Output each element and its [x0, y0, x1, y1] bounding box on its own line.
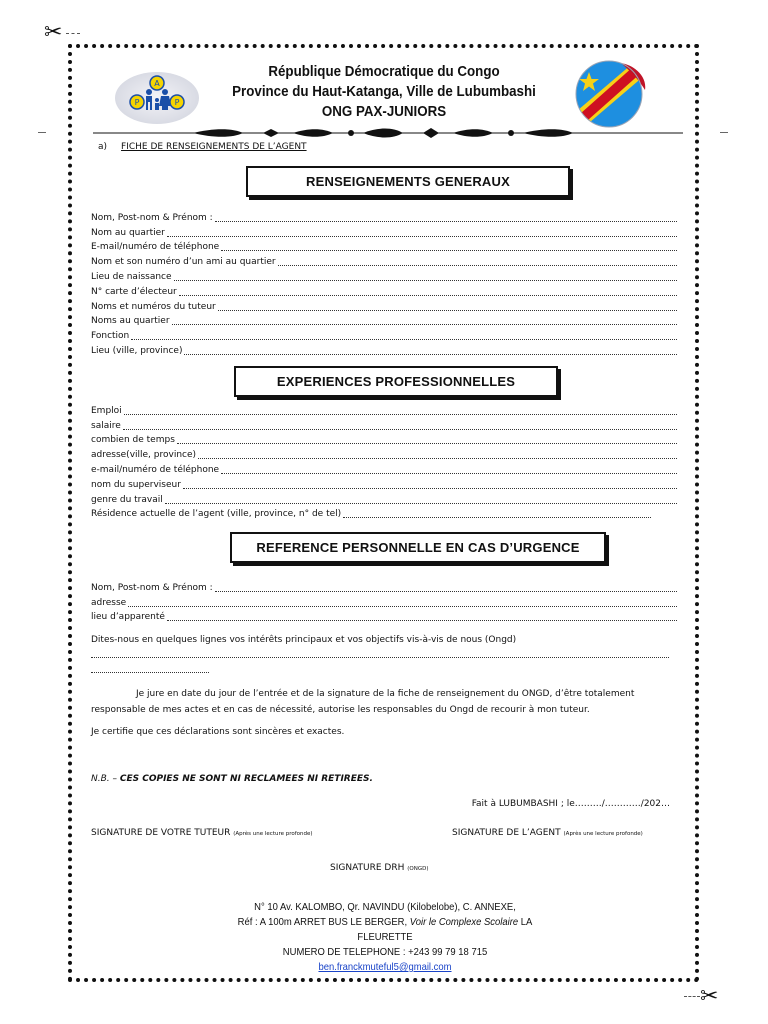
nb-note: N.B. – CES COPIES NE SONT NI RECLAMEES NI RETIREES. [91, 774, 373, 784]
fold-mark [720, 132, 728, 133]
fill-line[interactable] [343, 517, 651, 518]
form-field[interactable]: combien de temps [91, 432, 677, 447]
fill-line[interactable] [183, 488, 677, 489]
fill-line[interactable] [221, 473, 677, 474]
form-field[interactable]: Lieu (ville, province) [91, 342, 677, 357]
form-field[interactable]: Nom au quartier [91, 224, 677, 239]
interests-fill-line[interactable] [91, 672, 209, 673]
form-field[interactable]: adresse [91, 594, 677, 609]
interests-fill-line[interactable] [91, 657, 669, 658]
fill-line[interactable] [177, 443, 677, 444]
ornamental-divider [93, 127, 683, 139]
cut-trail [684, 996, 700, 997]
svg-text:P: P [174, 98, 180, 107]
interests-prompt: Dites-nous en quelques lignes vos intérêts principaux et vos objectifs vis-à-vis de nous (Ongd) [91, 635, 517, 645]
form-field[interactable]: E-mail/numéro de téléphone [91, 239, 677, 254]
fill-line[interactable] [172, 324, 677, 325]
cut-trail [66, 33, 80, 34]
experience-fields [91, 402, 677, 520]
form-field[interactable]: Noms au quartier [91, 313, 677, 328]
letterhead [215, 62, 554, 122]
family-icon [115, 72, 199, 124]
fill-line[interactable] [221, 250, 677, 251]
footer-address: N° 10 Av. KALOMBO, Qr. NAVINDU (Kilobelobe), C. ANNEXE, [254, 901, 516, 913]
form-field[interactable]: lieu d’apparenté [91, 609, 677, 624]
form-field[interactable]: e-mail/numéro de téléphone [91, 461, 677, 476]
fill-line[interactable] [278, 265, 677, 266]
fill-line[interactable] [218, 310, 677, 311]
header-org: ONG PAX-JUNIORS [321, 104, 447, 120]
general-info-heading: RENSEIGNEMENTS GENERAUX [246, 166, 570, 197]
form-field[interactable]: Nom, Post-nom & Prénom : [91, 209, 677, 224]
svg-text:A: A [154, 79, 160, 88]
form-field[interactable]: nom du superviseur [91, 476, 677, 491]
place-date-line: Fait à LUBUMBASHI ; le………/…………/202… [471, 799, 670, 809]
fill-line[interactable] [179, 295, 677, 296]
header-province: Province du Haut-Katanga, Ville de Lubumbashi [232, 84, 536, 100]
fill-line[interactable] [131, 339, 677, 340]
form-field[interactable]: salaire [91, 417, 677, 432]
form-field[interactable]: Nom et son numéro d’un ami au quartier [91, 253, 677, 268]
form-field[interactable]: Résidence actuelle de l’agent (ville, province, n° de tel) [91, 506, 651, 521]
form-title: FICHE DE RENSEIGNEMENTS DE L’AGENT [121, 142, 307, 152]
footer-contact [210, 900, 561, 975]
fill-line[interactable] [128, 606, 677, 607]
general-info-fields [91, 209, 677, 357]
header-country: République Démocratique du Congo [268, 64, 500, 80]
fill-line[interactable] [215, 591, 677, 592]
guardian-signature-label: SIGNATURE DE VOTRE TUTEUR (Après une lecture profonde) [91, 828, 313, 838]
certification-statement: Je certifie que ces déclarations sont sincères et exactes. [91, 727, 345, 737]
footer-phone: NUMERO DE TELEPHONE : +243 99 79 18 715 [282, 946, 488, 958]
drc-flag-icon [571, 58, 651, 128]
form-field[interactable]: adresse(ville, province) [91, 446, 677, 461]
fill-line[interactable] [167, 620, 677, 621]
form-field[interactable]: Nom, Post-nom & Prénom : [91, 579, 677, 594]
svg-text:P: P [134, 98, 140, 107]
form-field[interactable]: genre du travail [91, 491, 677, 506]
fold-mark [38, 132, 46, 133]
fill-line[interactable] [124, 414, 677, 415]
fill-line[interactable] [123, 429, 677, 430]
form-field[interactable]: Emploi [91, 402, 677, 417]
form-field[interactable]: Noms et numéros du tuteur [91, 298, 677, 313]
form-field[interactable]: Fonction [91, 327, 677, 342]
footer-email-link[interactable]: ben.franckmuteful5@gmail.com [318, 961, 452, 973]
agent-signature-label: SIGNATURE DE L’AGENT (Après une lecture profonde) [452, 828, 643, 838]
fill-line[interactable] [167, 236, 677, 237]
emergency-reference-heading: REFERENCE PERSONNELLE EN CAS D’URGENCE [230, 532, 606, 563]
ngo-logo [115, 72, 199, 124]
footer-reference: Réf : A 100m ARRET BUS LE BERGER, Voir le Complexe Scolaire LA FLEURETTE [237, 916, 533, 943]
fill-line[interactable] [165, 503, 677, 504]
reference-fields [91, 579, 677, 623]
scissors-icon: ✂ [700, 984, 719, 1009]
form-field[interactable]: N° carte d’électeur [91, 283, 677, 298]
drh-signature-label: SIGNATURE DRH (ONGD) [330, 863, 429, 873]
experience-heading: EXPERIENCES PROFESSIONNELLES [234, 366, 558, 397]
fill-line[interactable] [215, 221, 677, 222]
fill-line[interactable] [198, 458, 677, 459]
scissors-icon: ✂ [44, 20, 63, 45]
fill-line[interactable] [184, 354, 677, 355]
form-field[interactable]: Lieu de naissance [91, 268, 677, 283]
oath-paragraph: Je jure en date du jour de l’entrée et de la signature de la fiche de renseignement du ONGD, d’être totalement responsable de mes actes et en cas de nécessité, autorise les responsables du Ongd de recourir à mon tuteur. [91, 689, 635, 715]
fill-line[interactable] [174, 280, 677, 281]
section-heading: a) FICHE DE RENSEIGNEMENTS DE L’AGENT [98, 142, 307, 152]
